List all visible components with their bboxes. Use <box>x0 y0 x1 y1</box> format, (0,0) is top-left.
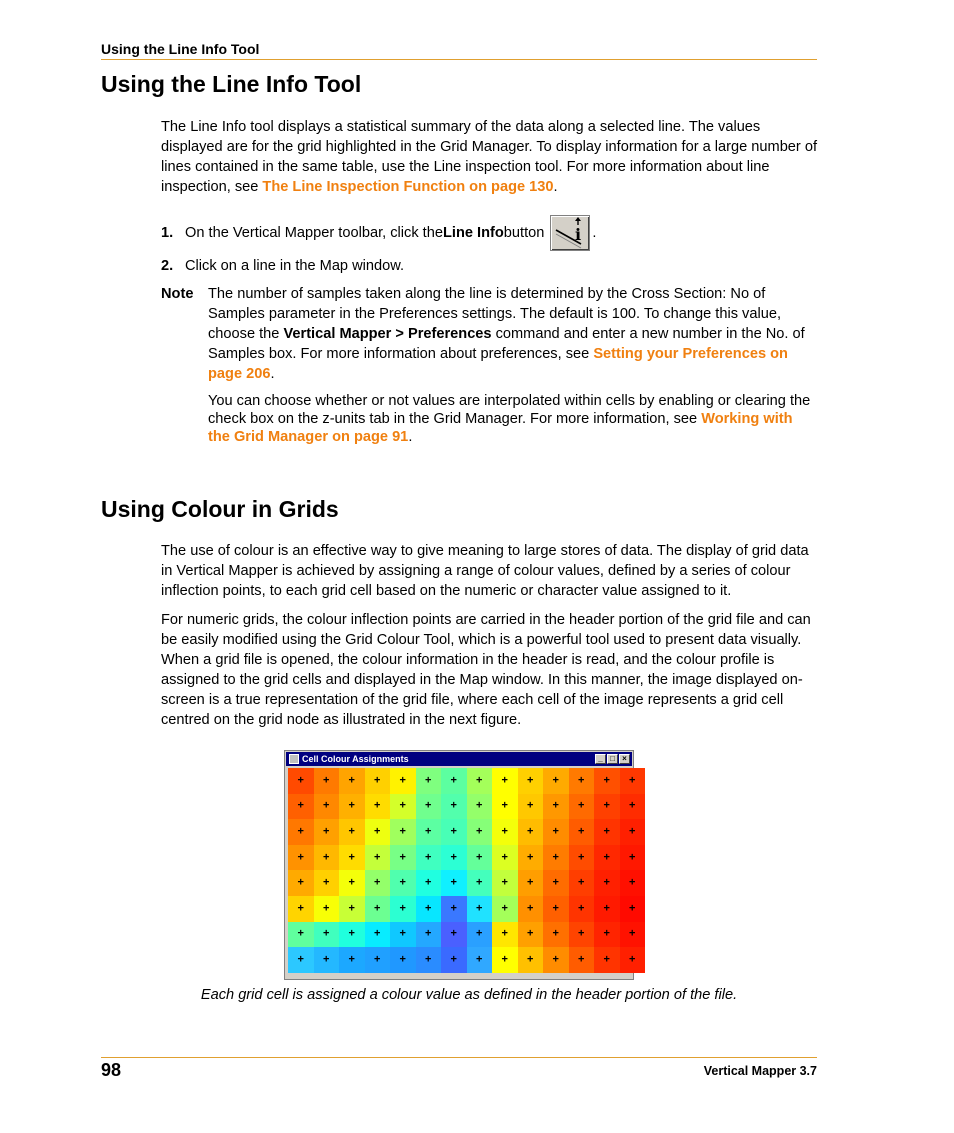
svg-text:i: i <box>575 225 582 244</box>
grid-cell <box>390 947 416 973</box>
grid-cell <box>518 870 544 896</box>
grid-node-marker: + <box>603 799 610 812</box>
grid-cell <box>543 845 569 871</box>
grid-cell <box>594 896 620 922</box>
grid-node-marker: + <box>629 876 636 889</box>
grid-cell <box>314 794 340 820</box>
grid-cell <box>467 870 493 896</box>
grid-cell <box>518 768 544 794</box>
grid-cell <box>416 845 442 871</box>
window-title: Cell Colour Assignments <box>302 754 409 764</box>
grid-node-marker: + <box>374 825 381 838</box>
grid-node-marker: + <box>425 851 432 864</box>
grid-cell <box>339 768 365 794</box>
grid-node-marker: + <box>399 799 406 812</box>
grid-node-marker: + <box>348 825 355 838</box>
grid-node-marker: + <box>399 902 406 915</box>
grid-node-marker: + <box>374 851 381 864</box>
section-title-colour-grids: Using Colour in Grids <box>101 496 339 522</box>
colour-paragraph-2: For numeric grids, the colour inflection points are carried in the header portion of the grid file and can be easily modified using the Grid Colour Tool, which is a powerful tool used to present data visually. When a grid file is opened, the colour information in the header is read, and the colour profile is assigned to the grid cells and displayed in the Map window. In this manner, the image displayed on-screen is a true representation of the grid file, where each cell of the image represents a grid cell centred on the grid node as illustrated in the next figure. <box>161 612 811 728</box>
grid-node-marker: + <box>450 876 457 889</box>
grid-node-marker: + <box>501 774 508 787</box>
grid-node-marker: + <box>399 876 406 889</box>
note-text: The number of samples taken along the line is determined by the Cross Section: No of Samples parameter in the Preferences settings. The default is 100. To change this value, choose the <box>208 286 782 342</box>
grid-node-marker: + <box>603 825 610 838</box>
grid-cell <box>390 845 416 871</box>
grid-node-marker: + <box>501 799 508 812</box>
running-header: Using the Line Info Tool <box>101 41 260 57</box>
note-label: Note <box>161 286 194 302</box>
grid-node-marker: + <box>399 953 406 966</box>
intro-text: The Line Info tool displays a statistical summary of the data along a selected line. The values displayed are for the grid highlighted in the Grid Manager. To display information for a large number of lines contained in the same table, use the Line inspection tool. For more information about line inspection, see <box>161 119 818 195</box>
grid-node-marker: + <box>603 876 610 889</box>
grid-node-marker: + <box>348 851 355 864</box>
grid-cell <box>543 870 569 896</box>
grid-cell <box>543 768 569 794</box>
grid-cell <box>390 768 416 794</box>
grid-node-marker: + <box>450 774 457 787</box>
step-text: On the Vertical Mapper toolbar, click the <box>185 225 443 241</box>
grid-node-marker: + <box>629 799 636 812</box>
grid-node-marker: + <box>501 927 508 940</box>
grid-node-marker: + <box>450 927 457 940</box>
window-titlebar <box>286 752 632 766</box>
grid-cell <box>441 922 467 948</box>
grid-cell <box>518 947 544 973</box>
grid-cell <box>339 794 365 820</box>
colour-paragraph-1: The use of colour is an effective way to give meaning to large stores of data. The display of grid data in Vertical Mapper is achieved by assigning a range of colour values, defined by a series of colour inflection points, to each grid cell based on the numeric or character value assigned to it. <box>161 543 809 599</box>
grid-cell <box>620 896 646 922</box>
grid-cell <box>441 819 467 845</box>
grid-cell <box>288 947 314 973</box>
grid-cell <box>492 896 518 922</box>
grid-cell <box>543 922 569 948</box>
grid-node-marker: + <box>348 902 355 915</box>
grid-cell <box>518 845 544 871</box>
grid-cell <box>543 819 569 845</box>
grid-cell <box>620 819 646 845</box>
grid-node-marker: + <box>476 851 483 864</box>
grid-node-marker: + <box>476 825 483 838</box>
grid-node-marker: + <box>348 953 355 966</box>
grid-cell <box>543 794 569 820</box>
grid-cell <box>569 845 595 871</box>
grid-node-marker: + <box>476 876 483 889</box>
note-text: command and enter a new number in the No. of Samples box. For more information about preferences, see <box>208 326 805 362</box>
grid-node-marker: + <box>323 799 330 812</box>
grid-node-marker: + <box>297 825 304 838</box>
grid-node-marker: + <box>552 774 559 787</box>
step-text-after: button <box>503 225 545 241</box>
grid-node-marker: + <box>476 953 483 966</box>
grid-node-marker: + <box>297 953 304 966</box>
grid-node-marker: + <box>348 774 355 787</box>
grid-node-marker: + <box>323 902 330 915</box>
grid-cell <box>314 870 340 896</box>
grid-cell <box>314 819 340 845</box>
grid-cell <box>518 794 544 820</box>
grid-node-marker: + <box>476 902 483 915</box>
grid-cell <box>339 947 365 973</box>
grid-cell <box>492 819 518 845</box>
grid-node-marker: + <box>552 799 559 812</box>
step-bold-label: Line Info <box>442 225 504 241</box>
grid-cell <box>492 870 518 896</box>
grid-cell <box>594 819 620 845</box>
grid-cell <box>441 794 467 820</box>
grid-cell <box>467 768 493 794</box>
close-button[interactable]: × <box>619 754 630 764</box>
grid-cell <box>390 870 416 896</box>
grid-node-marker: + <box>578 774 585 787</box>
grid-cell <box>288 768 314 794</box>
grid-node-marker: + <box>323 851 330 864</box>
grid-cell <box>441 896 467 922</box>
grid-cell <box>390 794 416 820</box>
grid-node-marker: + <box>552 953 559 966</box>
grid-manager-link[interactable]: Working with the Grid Manager on page 91 <box>208 411 793 445</box>
grid-cell <box>467 819 493 845</box>
grid-cell <box>365 896 391 922</box>
grid-cell <box>467 896 493 922</box>
footer-rule <box>101 1057 817 1058</box>
grid-node-marker: + <box>374 799 381 812</box>
grid-node-marker: + <box>578 799 585 812</box>
grid-node-marker: + <box>348 876 355 889</box>
footer-product: Vertical Mapper 3.7 <box>703 1064 817 1078</box>
grid-cell <box>518 922 544 948</box>
grid-cell <box>339 922 365 948</box>
grid-cell <box>314 896 340 922</box>
grid-node-marker: + <box>476 774 483 787</box>
step-2 <box>161 258 404 274</box>
grid-cell <box>569 819 595 845</box>
grid-node-marker: + <box>450 953 457 966</box>
grid-cell <box>365 768 391 794</box>
grid-cell <box>441 768 467 794</box>
grid-cell <box>492 768 518 794</box>
grid-node-marker: + <box>297 799 304 812</box>
grid-node-marker: + <box>501 825 508 838</box>
grid-node-marker: + <box>527 876 534 889</box>
grid-cell <box>467 845 493 871</box>
grid-cell <box>314 768 340 794</box>
grid-node-marker: + <box>450 902 457 915</box>
note-end: . <box>270 366 275 382</box>
grid-cell <box>492 947 518 973</box>
grid-cell <box>416 947 442 973</box>
grid-node-marker: + <box>399 774 406 787</box>
grid-cell <box>339 845 365 871</box>
section-title-line-info: Using the Line Info Tool <box>101 71 362 97</box>
grid-cell <box>467 947 493 973</box>
grid-cell <box>620 922 646 948</box>
grid-node-marker: + <box>629 927 636 940</box>
grid-cell <box>365 922 391 948</box>
grid-cell <box>594 845 620 871</box>
step-number: 1. <box>161 225 174 241</box>
step-number: 2. <box>161 258 174 274</box>
step-1 <box>161 215 821 251</box>
grid-node-marker: + <box>527 825 534 838</box>
menu-path: Vertical Mapper > Preferences <box>283 326 492 342</box>
grid-node-marker: + <box>629 825 636 838</box>
grid-cell <box>594 870 620 896</box>
grid-cell <box>288 845 314 871</box>
grid-cell <box>492 922 518 948</box>
grid-node-marker: + <box>425 876 432 889</box>
grid-cell <box>492 845 518 871</box>
grid-cell <box>416 768 442 794</box>
line-info-button-icon[interactable] <box>550 215 590 251</box>
preferences-link[interactable]: Setting your Preferences on page 206 <box>208 346 788 382</box>
grid-cell <box>594 922 620 948</box>
grid-node-marker: + <box>603 774 610 787</box>
grid-cell <box>594 768 620 794</box>
grid-node-marker: + <box>425 953 432 966</box>
grid-node-marker: + <box>399 927 406 940</box>
grid-node-marker: + <box>399 825 406 838</box>
grid-node-marker: + <box>501 953 508 966</box>
grid-cell <box>518 819 544 845</box>
step-end: . <box>592 225 597 241</box>
grid-node-marker: + <box>578 927 585 940</box>
grid-node-marker: + <box>527 953 534 966</box>
note-paragraph-2 <box>208 392 818 446</box>
grid-node-marker: + <box>374 774 381 787</box>
grid-cell <box>569 794 595 820</box>
grid-cell <box>620 845 646 871</box>
grid-cell <box>416 922 442 948</box>
note-end: . <box>408 429 413 445</box>
grid-cell <box>620 870 646 896</box>
grid-node-marker: + <box>323 774 330 787</box>
grid-cell <box>620 947 646 973</box>
grid-node-marker: + <box>578 825 585 838</box>
grid-node-marker: + <box>323 876 330 889</box>
grid-node-marker: + <box>297 927 304 940</box>
grid-cell <box>569 922 595 948</box>
grid-cell <box>390 922 416 948</box>
grid-node-marker: + <box>425 825 432 838</box>
grid-cell <box>416 794 442 820</box>
grid-node-marker: + <box>527 927 534 940</box>
grid-node-marker: + <box>552 927 559 940</box>
grid-cell <box>569 896 595 922</box>
grid-cell <box>416 896 442 922</box>
grid-node-marker: + <box>374 953 381 966</box>
grid-node-marker: + <box>450 851 457 864</box>
grid-node-marker: + <box>603 953 610 966</box>
header-rule <box>101 59 817 60</box>
grid-node-marker: + <box>425 927 432 940</box>
grid-cell <box>339 896 365 922</box>
grid-node-marker: + <box>552 876 559 889</box>
grid-node-marker: + <box>578 902 585 915</box>
grid-node-marker: + <box>552 902 559 915</box>
grid-cell <box>314 845 340 871</box>
grid-cell <box>492 794 518 820</box>
grid-cell <box>543 896 569 922</box>
grid-node-marker: + <box>527 902 534 915</box>
grid-node-marker: + <box>450 799 457 812</box>
grid-node-marker: + <box>501 902 508 915</box>
grid-cell <box>569 768 595 794</box>
grid-cell <box>365 794 391 820</box>
grid-node-marker: + <box>552 851 559 864</box>
grid-node-marker: + <box>629 902 636 915</box>
grid-cell <box>288 896 314 922</box>
grid-cell <box>390 896 416 922</box>
grid-cell <box>569 947 595 973</box>
maximize-button[interactable]: □ <box>607 754 618 764</box>
grid-node-marker: + <box>297 902 304 915</box>
grid-cell <box>365 845 391 871</box>
grid-cell <box>339 819 365 845</box>
grid-node-marker: + <box>501 851 508 864</box>
grid-node-marker: + <box>527 774 534 787</box>
grid-node-marker: + <box>323 927 330 940</box>
grid-node-marker: + <box>476 927 483 940</box>
grid-node-marker: + <box>578 851 585 864</box>
grid-node-marker: + <box>323 953 330 966</box>
grid-node-marker: + <box>374 927 381 940</box>
line-inspection-link[interactable]: The Line Inspection Function on page 130 <box>262 179 554 195</box>
grid-cell <box>441 947 467 973</box>
grid-node-marker: + <box>578 953 585 966</box>
grid-cell <box>518 896 544 922</box>
page-number: 98 <box>101 1060 122 1080</box>
grid-node-marker: + <box>425 902 432 915</box>
grid-cell <box>365 947 391 973</box>
grid-node-marker: + <box>552 825 559 838</box>
grid-cell <box>467 794 493 820</box>
grid-node-marker: + <box>603 902 610 915</box>
grid-cell <box>416 870 442 896</box>
grid-node-marker: + <box>603 851 610 864</box>
grid-node-marker: + <box>374 902 381 915</box>
grid-cell <box>620 768 646 794</box>
grid-node-marker: + <box>578 876 585 889</box>
grid-node-marker: + <box>297 851 304 864</box>
grid-cell <box>314 922 340 948</box>
grid-node-marker: + <box>323 825 330 838</box>
grid-node-marker: + <box>501 876 508 889</box>
grid-node-marker: + <box>297 774 304 787</box>
grid-cell <box>288 922 314 948</box>
grid-cell <box>594 947 620 973</box>
note-paragraph-1 <box>208 284 818 384</box>
grid-cell <box>288 819 314 845</box>
grid-node-marker: + <box>629 774 636 787</box>
grid-node-marker: + <box>629 953 636 966</box>
app-icon <box>289 754 299 764</box>
grid-cell <box>365 870 391 896</box>
grid-cell <box>467 922 493 948</box>
grid-cell <box>620 794 646 820</box>
step-text: Click on a line in the Map window. <box>185 258 405 274</box>
minimize-button[interactable]: _ <box>595 754 606 764</box>
grid-node-marker: + <box>425 774 432 787</box>
grid-cell <box>288 870 314 896</box>
grid-cell <box>441 870 467 896</box>
grid-cell <box>288 794 314 820</box>
grid-node-marker: + <box>603 927 610 940</box>
line-info-intro <box>161 117 821 197</box>
grid-node-marker: + <box>527 799 534 812</box>
grid-node-marker: + <box>374 876 381 889</box>
grid-node-marker: + <box>348 799 355 812</box>
cell-colour-window <box>284 750 634 980</box>
grid-node-marker: + <box>527 851 534 864</box>
figure-caption: Each grid cell is assigned a colour value as defined in the header portion of the file. <box>200 987 738 1003</box>
grid-node-marker: + <box>425 799 432 812</box>
grid-node-marker: + <box>476 799 483 812</box>
grid-cell <box>569 870 595 896</box>
grid-cell <box>365 819 391 845</box>
grid-node-marker: + <box>348 927 355 940</box>
grid-cell <box>314 947 340 973</box>
intro-end: . <box>553 179 558 195</box>
grid-node-marker: + <box>450 825 457 838</box>
grid-cell <box>390 819 416 845</box>
grid-node-marker: + <box>629 851 636 864</box>
note-text: You can choose whether or not values are interpolated within cells by enabling or clearing the check box on the z-units tab in the Grid Manager. For more information, see <box>208 393 811 427</box>
grid-cell <box>594 794 620 820</box>
grid-node-marker: + <box>297 876 304 889</box>
grid-node-marker: + <box>399 851 406 864</box>
grid-cell <box>339 870 365 896</box>
grid-cell <box>441 845 467 871</box>
grid-cell <box>416 819 442 845</box>
grid-cell <box>543 947 569 973</box>
